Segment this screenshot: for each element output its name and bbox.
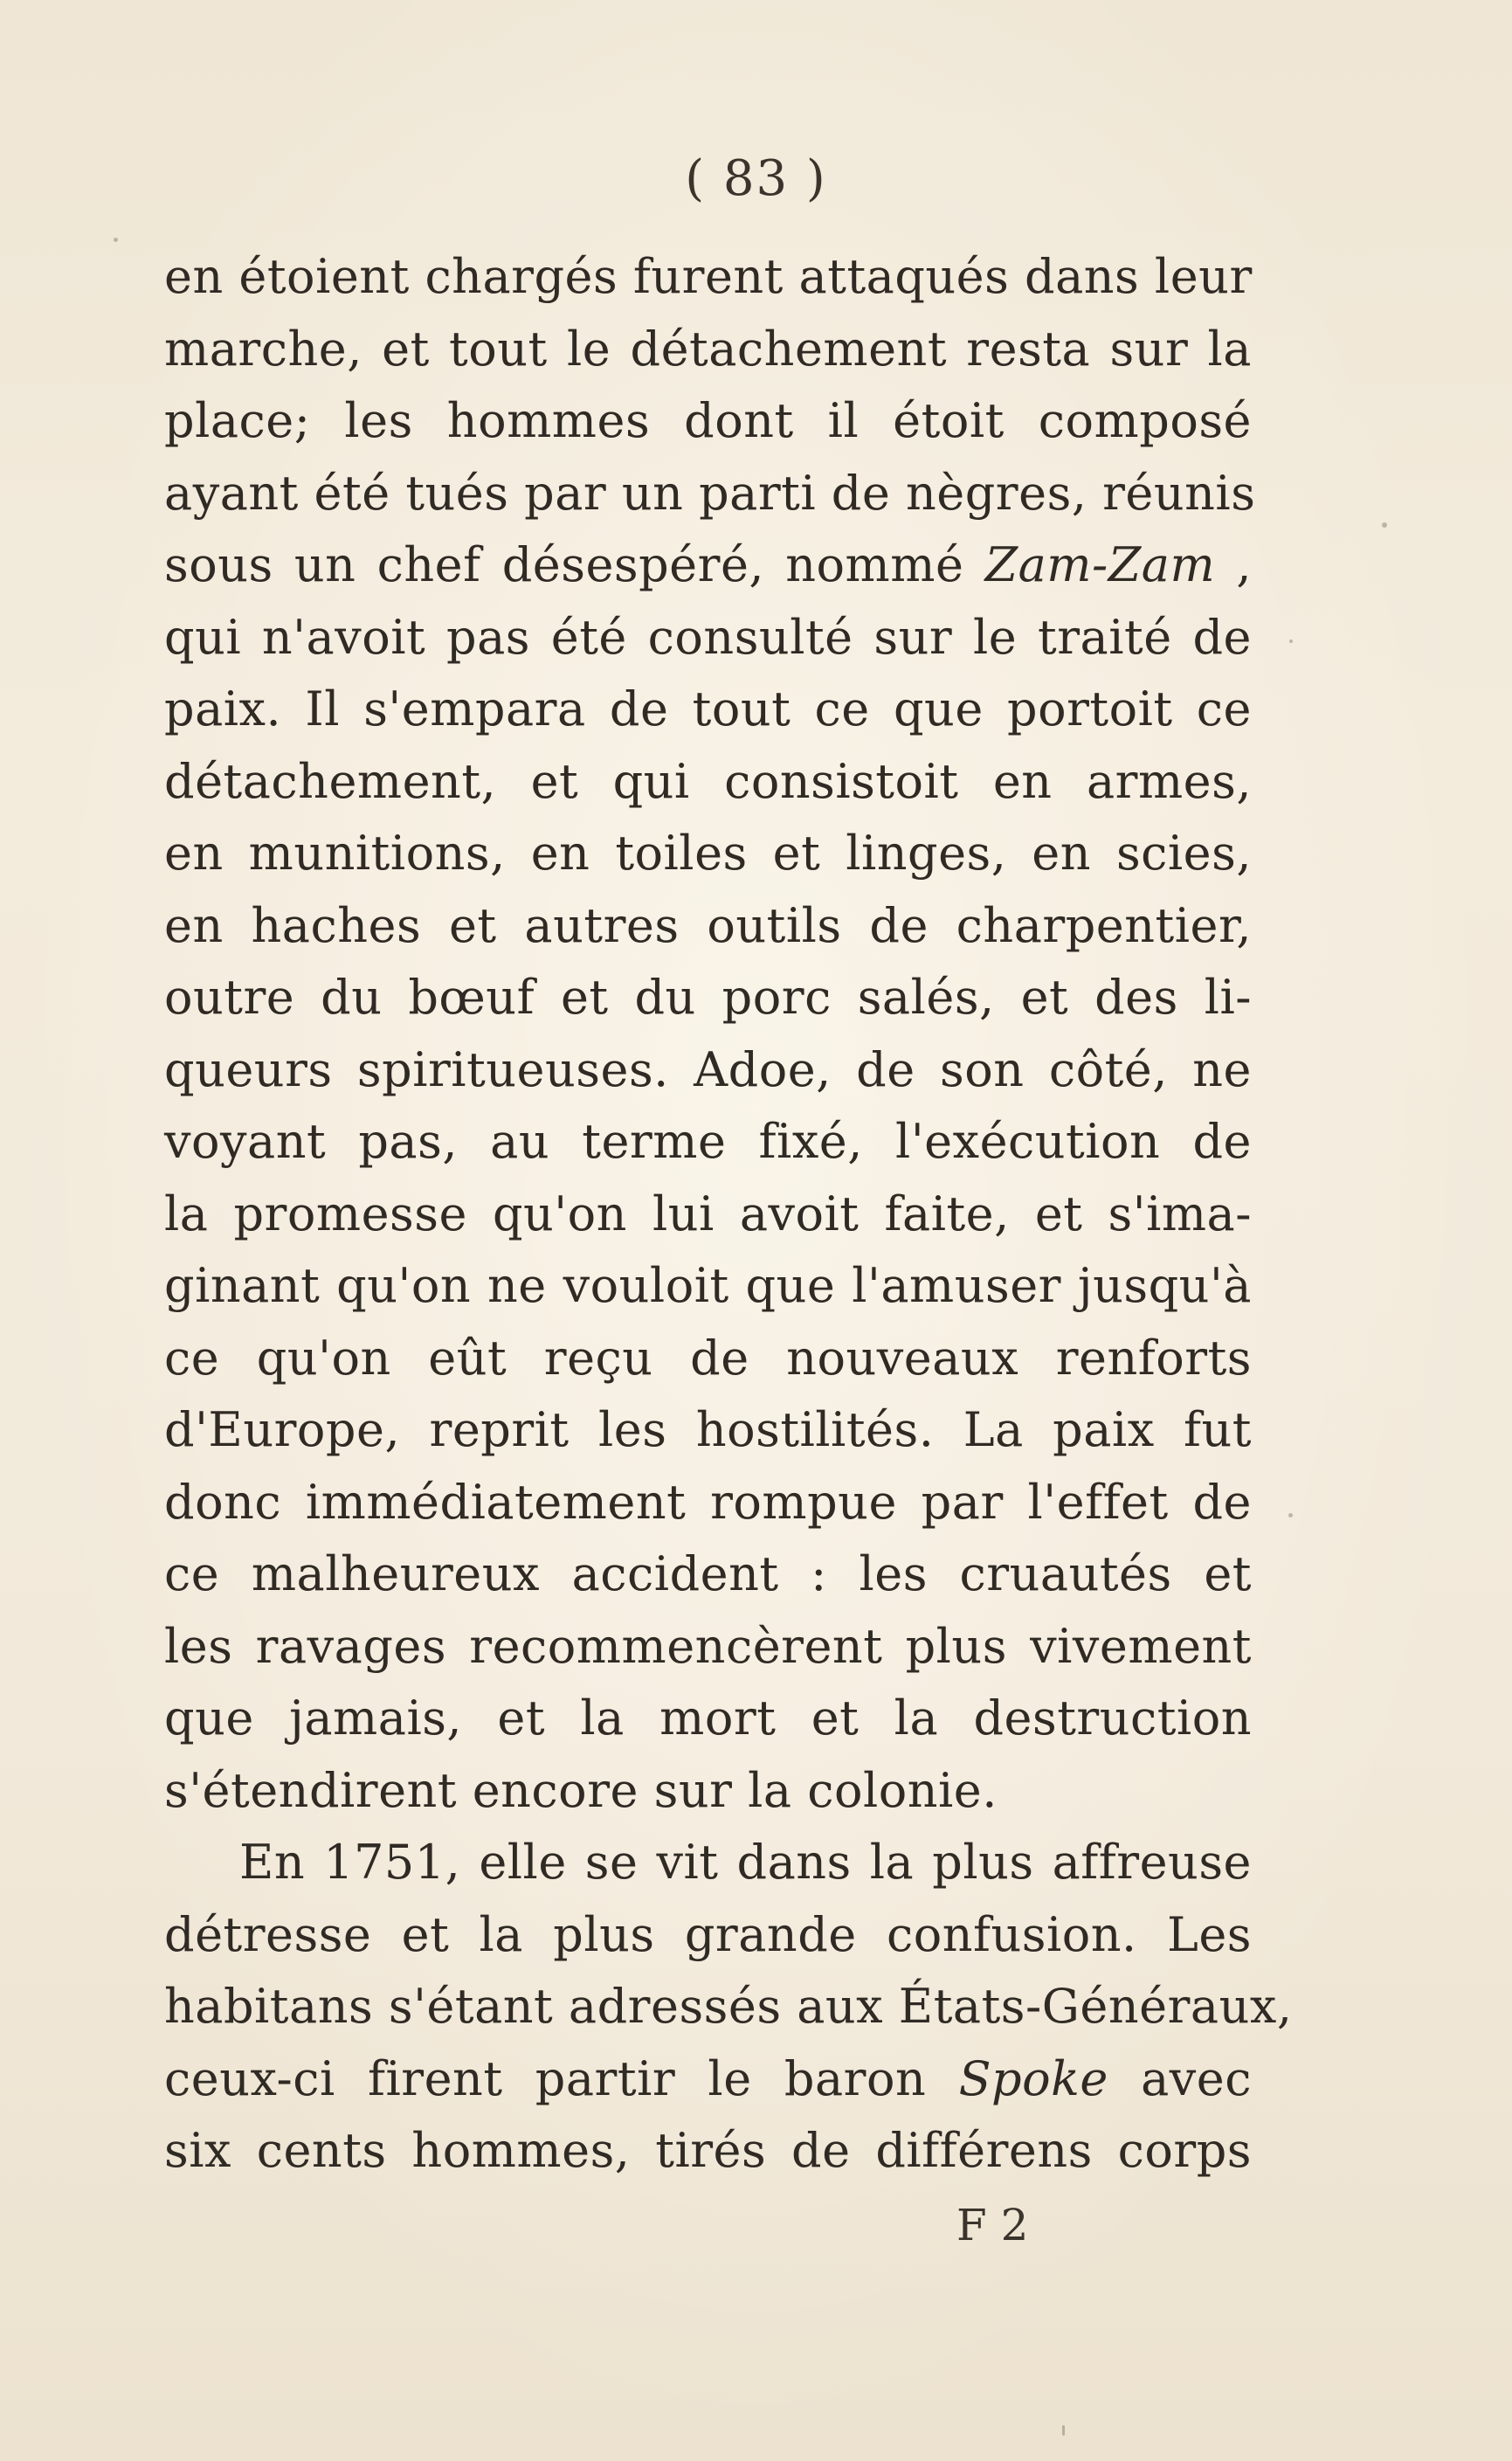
paper-speck — [114, 238, 118, 242]
text-line: voyant pas, au terme fixé, l'exécution de — [164, 1114, 1252, 1169]
text-line: s'étendirent encore sur la colonie. — [164, 1762, 998, 1818]
text-line: ce qu'on eût reçu de nouveaux renforts — [164, 1330, 1252, 1386]
paper-speck — [1382, 522, 1387, 528]
text-line: que jamais, et la mort et la destruction — [164, 1690, 1252, 1746]
text-line: ginant qu'on ne vouloit que l'amuser jusqu'à — [164, 1258, 1252, 1313]
text-line: ayant été tués par un parti de nègres, réunis — [164, 465, 1256, 521]
text-line: en haches et autres outils de charpentier, — [164, 897, 1252, 953]
text-line: paix. Il s'empara de tout ce que portoit ce — [164, 681, 1252, 736]
text-line: place; les hommes dont il étoit composé — [164, 393, 1252, 448]
text-line: marche, et tout le détachement resta sur la — [164, 321, 1252, 377]
text-line-pre: ceux-ci firent partir le baron — [164, 2050, 959, 2106]
text-line-post: avec — [1108, 2050, 1252, 2106]
text-line: queurs spiritueuses. Adoe, de son côté, ne — [164, 1041, 1252, 1097]
signature-mark: F 2 — [956, 2200, 1029, 2250]
text-line: outre du bœuf et du porc salés, et des li- — [164, 970, 1252, 1025]
paragraph-start-line: En 1751, elle se vit dans la plus affreuse — [239, 1835, 1252, 1890]
body-text — [164, 241, 1293, 2188]
text-line: ce malheureux accident : les cruautés et — [164, 1546, 1252, 1601]
text-line: la promesse qu'on lui avoit faite, et s'ima- — [164, 1186, 1252, 1241]
text-line-post: , — [1215, 537, 1252, 592]
paper-speck — [1288, 1513, 1293, 1517]
page-number-header: ( 83 ) — [685, 150, 827, 207]
text-line: habitans s'étant adressés aux États-Généraux, — [164, 1979, 1293, 2034]
paper-speck — [1062, 2425, 1065, 2436]
italic-name: Spoke — [958, 2050, 1108, 2106]
text-line: détresse et la plus grande confusion. Les — [164, 1906, 1252, 1962]
italic-name: Zam-Zam — [984, 537, 1216, 592]
text-line: d'Europe, reprit les hostilités. La paix fut — [164, 1402, 1252, 1457]
text-line: donc immédiatement rompue par l'effet de — [164, 1474, 1252, 1530]
paper-speck — [1289, 639, 1293, 643]
text-line: détachement, et qui consistoit en armes, — [164, 753, 1252, 809]
text-line — [164, 2043, 1252, 2116]
text-line: en munitions, en toiles et linges, en scies, — [164, 826, 1252, 881]
text-line: en étoient chargés furent attaqués dans leur — [164, 249, 1253, 304]
text-line: qui n'avoit pas été consulté sur le traité de — [164, 609, 1252, 665]
text-line-pre: sous un chef désespéré, nommé — [164, 537, 985, 592]
text-line — [164, 529, 1252, 602]
text-line: six cents hommes, tirés de différens corps — [164, 2123, 1252, 2178]
text-line: les ravages recommencèrent plus vivement — [164, 1618, 1252, 1674]
